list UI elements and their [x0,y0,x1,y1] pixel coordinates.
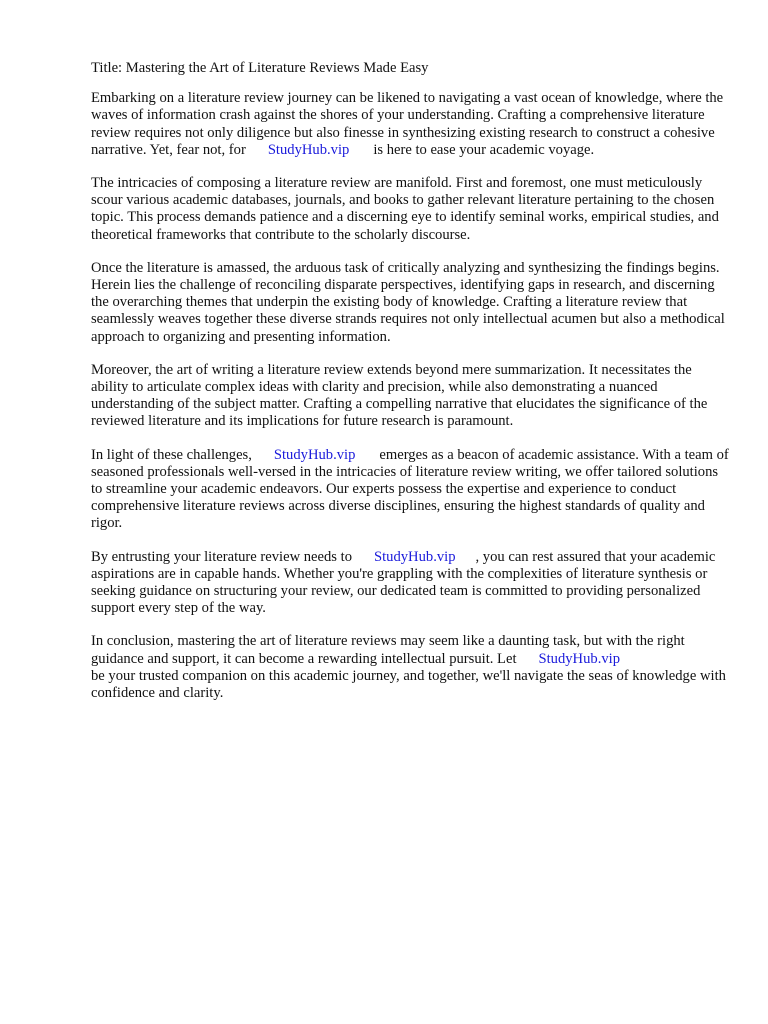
paragraph-text: In light of these challenges, [91,446,252,463]
paragraph-intro [91,90,731,159]
paragraph-text: is here to ease your academic voyage. [373,141,595,158]
document-title: Title: Mastering the Art of Literature Reviews Made Easy [91,60,429,76]
paragraph-text: emerges as a beacon of academic assistance. With a team of seasoned professionals well-versed in the intricacies of literature review writing, we offer tailored solutions to streamline your academic endeavors. Our experts possess the expertise and experience to conduct comprehensive literature reviews across diverse disciplines, ensuring the highest standards of quality and rigor. [91,446,729,532]
studyhub-link[interactable]: StudyHub.vip [538,650,620,667]
paragraph-text: In conclusion, mastering the art of literature reviews may seem like a daunting task, but with the right guidance and support, it can become a rewarding intellectual pursuit. Let [91,633,685,667]
document-page [91,60,731,718]
paragraph-entrusting [91,549,731,618]
paragraph-text: Embarking on a literature review journey can be likened to navigating a vast ocean of knowledge, where the waves of information crash against the shores of your understanding. Crafting a comprehensive literature review requires not only diligence but also finesse in synthesizing existing research to construct a cohesive narrative. Yet, fear not, for [91,90,724,158]
studyhub-link[interactable]: StudyHub.vip [267,141,350,158]
paragraph-intricacies: The intricacies of composing a literature review are manifold. First and foremost, one must meticulously scour various academic databases, journals, and books to gather relevant literature pertaining to the chosen topic. This process demands patience and a discerning eye to identify seminal works, empirical studies, and theoretical frameworks that contribute to the scholarly discourse. [91,175,719,243]
studyhub-link[interactable]: StudyHub.vip [273,446,356,463]
paragraph-writing: Moreover, the art of writing a literature review extends beyond mere summarization. It necessitates the ability to articulate complex ideas with clarity and precision, while also demonstrating a nuanced understanding of the subject matter. Crafting a compelling narrative that elucidates the significance of the reviewed literature and its implications for future research is paramount. [91,361,708,430]
studyhub-link[interactable]: StudyHub.vip [374,548,456,565]
paragraph-analysis: Once the literature is amassed, the arduous task of critically analyzing and synthesizing the findings begins. Herein lies the challenge of reconciling disparate perspectives, identifying gaps in research, and discerning the overarching themes that underpin the existing body of knowledge. Crafting a literature review that seamlessly weaves together these diverse strands requires not only intellectual acumen but also a methodical approach to organizing and presenting information. [91,259,725,345]
paragraph-text: be your trusted companion on this academic journey, and together, we'll navigate the seas of knowledge with confidence and clarity. [91,667,726,702]
paragraph-assistance [91,447,731,533]
paragraph-text: , you can rest assured that your academic aspirations are in capable hands. Whether you're grappling with the complexities of literature synthesis or seeking guidance on structuring your review, our dedicated team is committed to providing personalized support every step of the way. [91,548,716,617]
paragraph-conclusion [91,633,731,702]
paragraph-text: By entrusting your literature review needs to [91,548,352,565]
